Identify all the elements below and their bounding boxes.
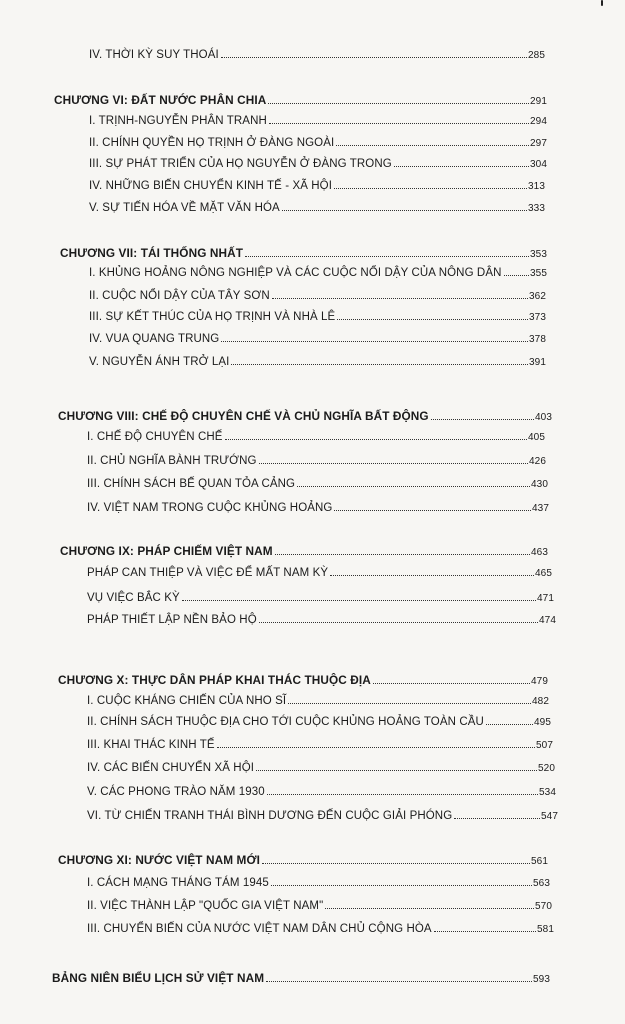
dot-leader <box>334 510 531 511</box>
chapter-title: BẢNG NIÊN BIỂU LỊCH SỬ VIỆT NAM <box>52 971 265 985</box>
dot-leader <box>394 166 529 167</box>
page-number: 474 <box>539 615 556 626</box>
toc-chapter-entry <box>52 971 550 985</box>
toc-section-entry <box>87 900 552 912</box>
toc-chapter-entry <box>60 246 547 260</box>
section-title: II. CHÍNH SÁCH THUỘC ĐỊA CHO TỚI CUỘC KHỦNG HOẢNG TOÀN CẦU <box>87 716 484 728</box>
page-number: 570 <box>535 901 552 912</box>
dot-leader <box>288 703 531 704</box>
dot-leader <box>221 341 528 342</box>
dot-leader <box>325 908 534 909</box>
section-title: III. CHÍNH SÁCH BẾ QUAN TỎA CẢNG <box>87 478 296 490</box>
dot-leader <box>272 298 528 299</box>
dot-leader <box>337 319 528 320</box>
page-number: 593 <box>533 974 550 985</box>
section-title: III. KHAI THÁC KINH TẾ <box>87 739 215 751</box>
section-title: II. VIỆC THÀNH LẬP "QUỐC GIA VIỆT NAM" <box>87 900 324 912</box>
dot-leader <box>225 439 527 440</box>
chapter-title: CHƯƠNG XI: NƯỚC VIỆT NAM MỚI <box>58 853 260 867</box>
toc-section-entry <box>89 333 546 345</box>
dot-leader <box>217 747 535 748</box>
dot-leader <box>271 885 532 886</box>
section-title: VI. TỪ CHIẾN TRANH THÁI BÌNH DƯƠNG ĐẾN CUỘC GIẢI PHÓNG <box>87 810 453 822</box>
dot-leader <box>259 463 528 464</box>
toc-section-entry <box>89 115 547 127</box>
dot-leader <box>266 981 532 982</box>
section-title: I. KHỦNG HOẢNG NÔNG NGHIỆP VÀ CÁC CUỘC NỔI DẬY CỦA NÔNG DÂN <box>89 267 502 279</box>
dot-leader <box>267 794 538 795</box>
toc-section-entry <box>89 356 546 368</box>
dot-leader <box>434 931 536 932</box>
page-number: 563 <box>533 878 550 889</box>
section-title: I. TRỊNH-NGUYỄN PHÂN TRANH <box>89 115 267 127</box>
page-number: 333 <box>528 203 545 214</box>
toc-chapter-entry <box>60 544 548 558</box>
toc-section-entry <box>89 311 546 323</box>
chapter-title: CHƯƠNG VI: ĐẤT NƯỚC PHÂN CHIA <box>54 93 267 107</box>
page-number: 373 <box>529 312 546 323</box>
toc-chapter-entry <box>58 853 548 867</box>
toc-section-entry <box>87 592 554 604</box>
page-number: 378 <box>529 334 546 345</box>
page-number: 405 <box>528 432 545 443</box>
section-title: V. NGUYỄN ÁNH TRỞ LẠI <box>89 356 230 368</box>
toc-section-entry <box>87 762 555 774</box>
chapter-title: CHƯƠNG VIII: CHẾ ĐỘ CHUYÊN CHẾ VÀ CHỦ NGHĨA BẤT ĐỘNG <box>58 409 429 423</box>
page-number: 581 <box>537 924 554 935</box>
toc-chapter-entry <box>58 409 552 423</box>
chapter-title: CHƯƠNG IX: PHÁP CHIẾM VIỆT NAM <box>60 544 273 558</box>
page-number: 313 <box>528 181 545 192</box>
dot-leader <box>275 554 530 555</box>
section-title: III. CHUYỂN BIẾN CỦA NƯỚC VIỆT NAM DÂN CHỦ CỘNG HÒA <box>87 923 432 935</box>
dot-leader <box>221 57 527 58</box>
page-number: 463 <box>531 547 548 558</box>
page-number: 482 <box>532 696 549 707</box>
page-number: 547 <box>541 811 558 822</box>
page-number: 520 <box>538 763 555 774</box>
section-title: V. SỰ TIẾN HÓA VỀ MẶT VĂN HÓA <box>89 202 280 214</box>
page-number: 353 <box>530 249 547 260</box>
section-title: VỤ VIỆC BẮC KỲ <box>87 592 180 604</box>
section-title: II. CHÍNH QUYỀN HỌ TRỊNH Ở ĐÀNG NGOÀI <box>89 137 335 149</box>
chapter-title: CHƯƠNG X: THỰC DÂN PHÁP KHAI THÁC THUỘC ĐỊA <box>58 673 371 687</box>
page-number: 391 <box>529 357 546 368</box>
section-title: IV. VIỆT NAM TRONG CUỘC KHỦNG HOẢNG <box>87 502 333 514</box>
dot-leader <box>431 419 534 420</box>
toc-section-entry <box>87 455 546 467</box>
toc-section-entry <box>89 267 547 279</box>
toc-section-entry <box>87 502 549 514</box>
page-number: 294 <box>530 116 547 127</box>
toc-section-entry <box>87 695 549 707</box>
dot-leader <box>336 145 529 146</box>
chapter-title: CHƯƠNG VII: TÁI THỐNG NHẤT <box>60 246 244 260</box>
dot-leader <box>259 622 538 623</box>
section-title: III. SỰ KẾT THÚC CỦA HỌ TRỊNH VÀ NHÀ LÊ <box>89 311 336 323</box>
toc-section-entry <box>87 716 551 728</box>
section-title: PHÁP CAN THIỆP VÀ VIỆC ĐỂ MẤT NAM KỲ <box>87 567 329 579</box>
page-number: 465 <box>535 568 552 579</box>
page-number: 304 <box>530 159 547 170</box>
dot-leader <box>231 364 528 365</box>
dot-leader <box>373 683 530 684</box>
dot-leader <box>245 256 529 257</box>
toc-section-entry <box>89 180 545 192</box>
scan-mark <box>601 0 603 6</box>
page-number: 437 <box>532 503 549 514</box>
toc-section-entry <box>87 478 548 490</box>
toc-chapter-entry <box>54 93 547 107</box>
page-number: 430 <box>531 479 548 490</box>
page-number: 534 <box>539 787 556 798</box>
toc-section-entry <box>87 877 550 889</box>
dot-leader <box>297 486 530 487</box>
section-title: PHÁP THIẾT LẬP NỀN BẢO HỘ <box>87 614 257 626</box>
page-number: 403 <box>535 412 552 423</box>
dot-leader <box>330 575 534 576</box>
section-title: II. CUỘC NỔI DẬY CỦA TÂY SƠN <box>89 290 270 302</box>
page-number: 355 <box>530 268 547 279</box>
toc-section-entry <box>89 49 545 61</box>
toc-section-entry <box>89 290 546 302</box>
toc-chapter-entry <box>58 673 548 687</box>
page-number: 285 <box>528 50 545 61</box>
toc-section-entry <box>87 614 556 626</box>
page-number: 471 <box>537 593 554 604</box>
page-number: 507 <box>536 740 553 751</box>
page-number: 479 <box>531 676 548 687</box>
dot-leader <box>269 123 529 124</box>
page-number: 291 <box>530 96 547 107</box>
toc-section-entry <box>87 739 553 751</box>
page-number: 426 <box>529 456 546 467</box>
toc-section-entry <box>87 431 545 443</box>
section-title: IV. THỜI KỲ SUY THOÁI <box>89 49 219 61</box>
section-title: IV. CÁC BIẾN CHUYỂN XÃ HỘI <box>87 762 255 774</box>
page-number: 561 <box>531 856 548 867</box>
toc-section-entry <box>89 158 547 170</box>
section-title: II. CHỦ NGHĨA BÀNH TRƯỚNG <box>87 455 257 467</box>
dot-leader <box>256 770 537 771</box>
dot-leader <box>334 188 527 189</box>
toc-section-entry <box>87 786 556 798</box>
page-number: 362 <box>529 291 546 302</box>
section-title: IV. VUA QUANG TRUNG <box>89 333 220 345</box>
dot-leader <box>504 275 529 276</box>
page-number: 297 <box>530 138 547 149</box>
dot-leader <box>454 818 540 819</box>
page-number: 495 <box>534 717 551 728</box>
toc-section-entry <box>89 202 545 214</box>
dot-leader <box>486 724 533 725</box>
toc-section-entry <box>87 923 554 935</box>
dot-leader <box>282 210 527 211</box>
section-title: V. CÁC PHONG TRÀO NĂM 1930 <box>87 786 265 798</box>
section-title: I. CUỘC KHÁNG CHIẾN CỦA NHO SĨ <box>87 695 287 707</box>
toc-section-entry <box>89 137 547 149</box>
toc-section-entry <box>87 810 558 822</box>
section-title: I. CÁCH MẠNG THÁNG TÁM 1945 <box>87 877 269 889</box>
toc-section-entry <box>87 567 552 579</box>
dot-leader <box>268 103 529 104</box>
dot-leader <box>182 600 536 601</box>
section-title: IV. NHỮNG BIẾN CHUYỂN KINH TẾ - XÃ HỘI <box>89 180 333 192</box>
section-title: III. SỰ PHÁT TRIỂN CỦA HỌ NGUYỄN Ở ĐÀNG TRONG <box>89 158 392 170</box>
section-title: I. CHẾ ĐỘ CHUYÊN CHẾ <box>87 431 223 443</box>
dot-leader <box>262 863 530 864</box>
